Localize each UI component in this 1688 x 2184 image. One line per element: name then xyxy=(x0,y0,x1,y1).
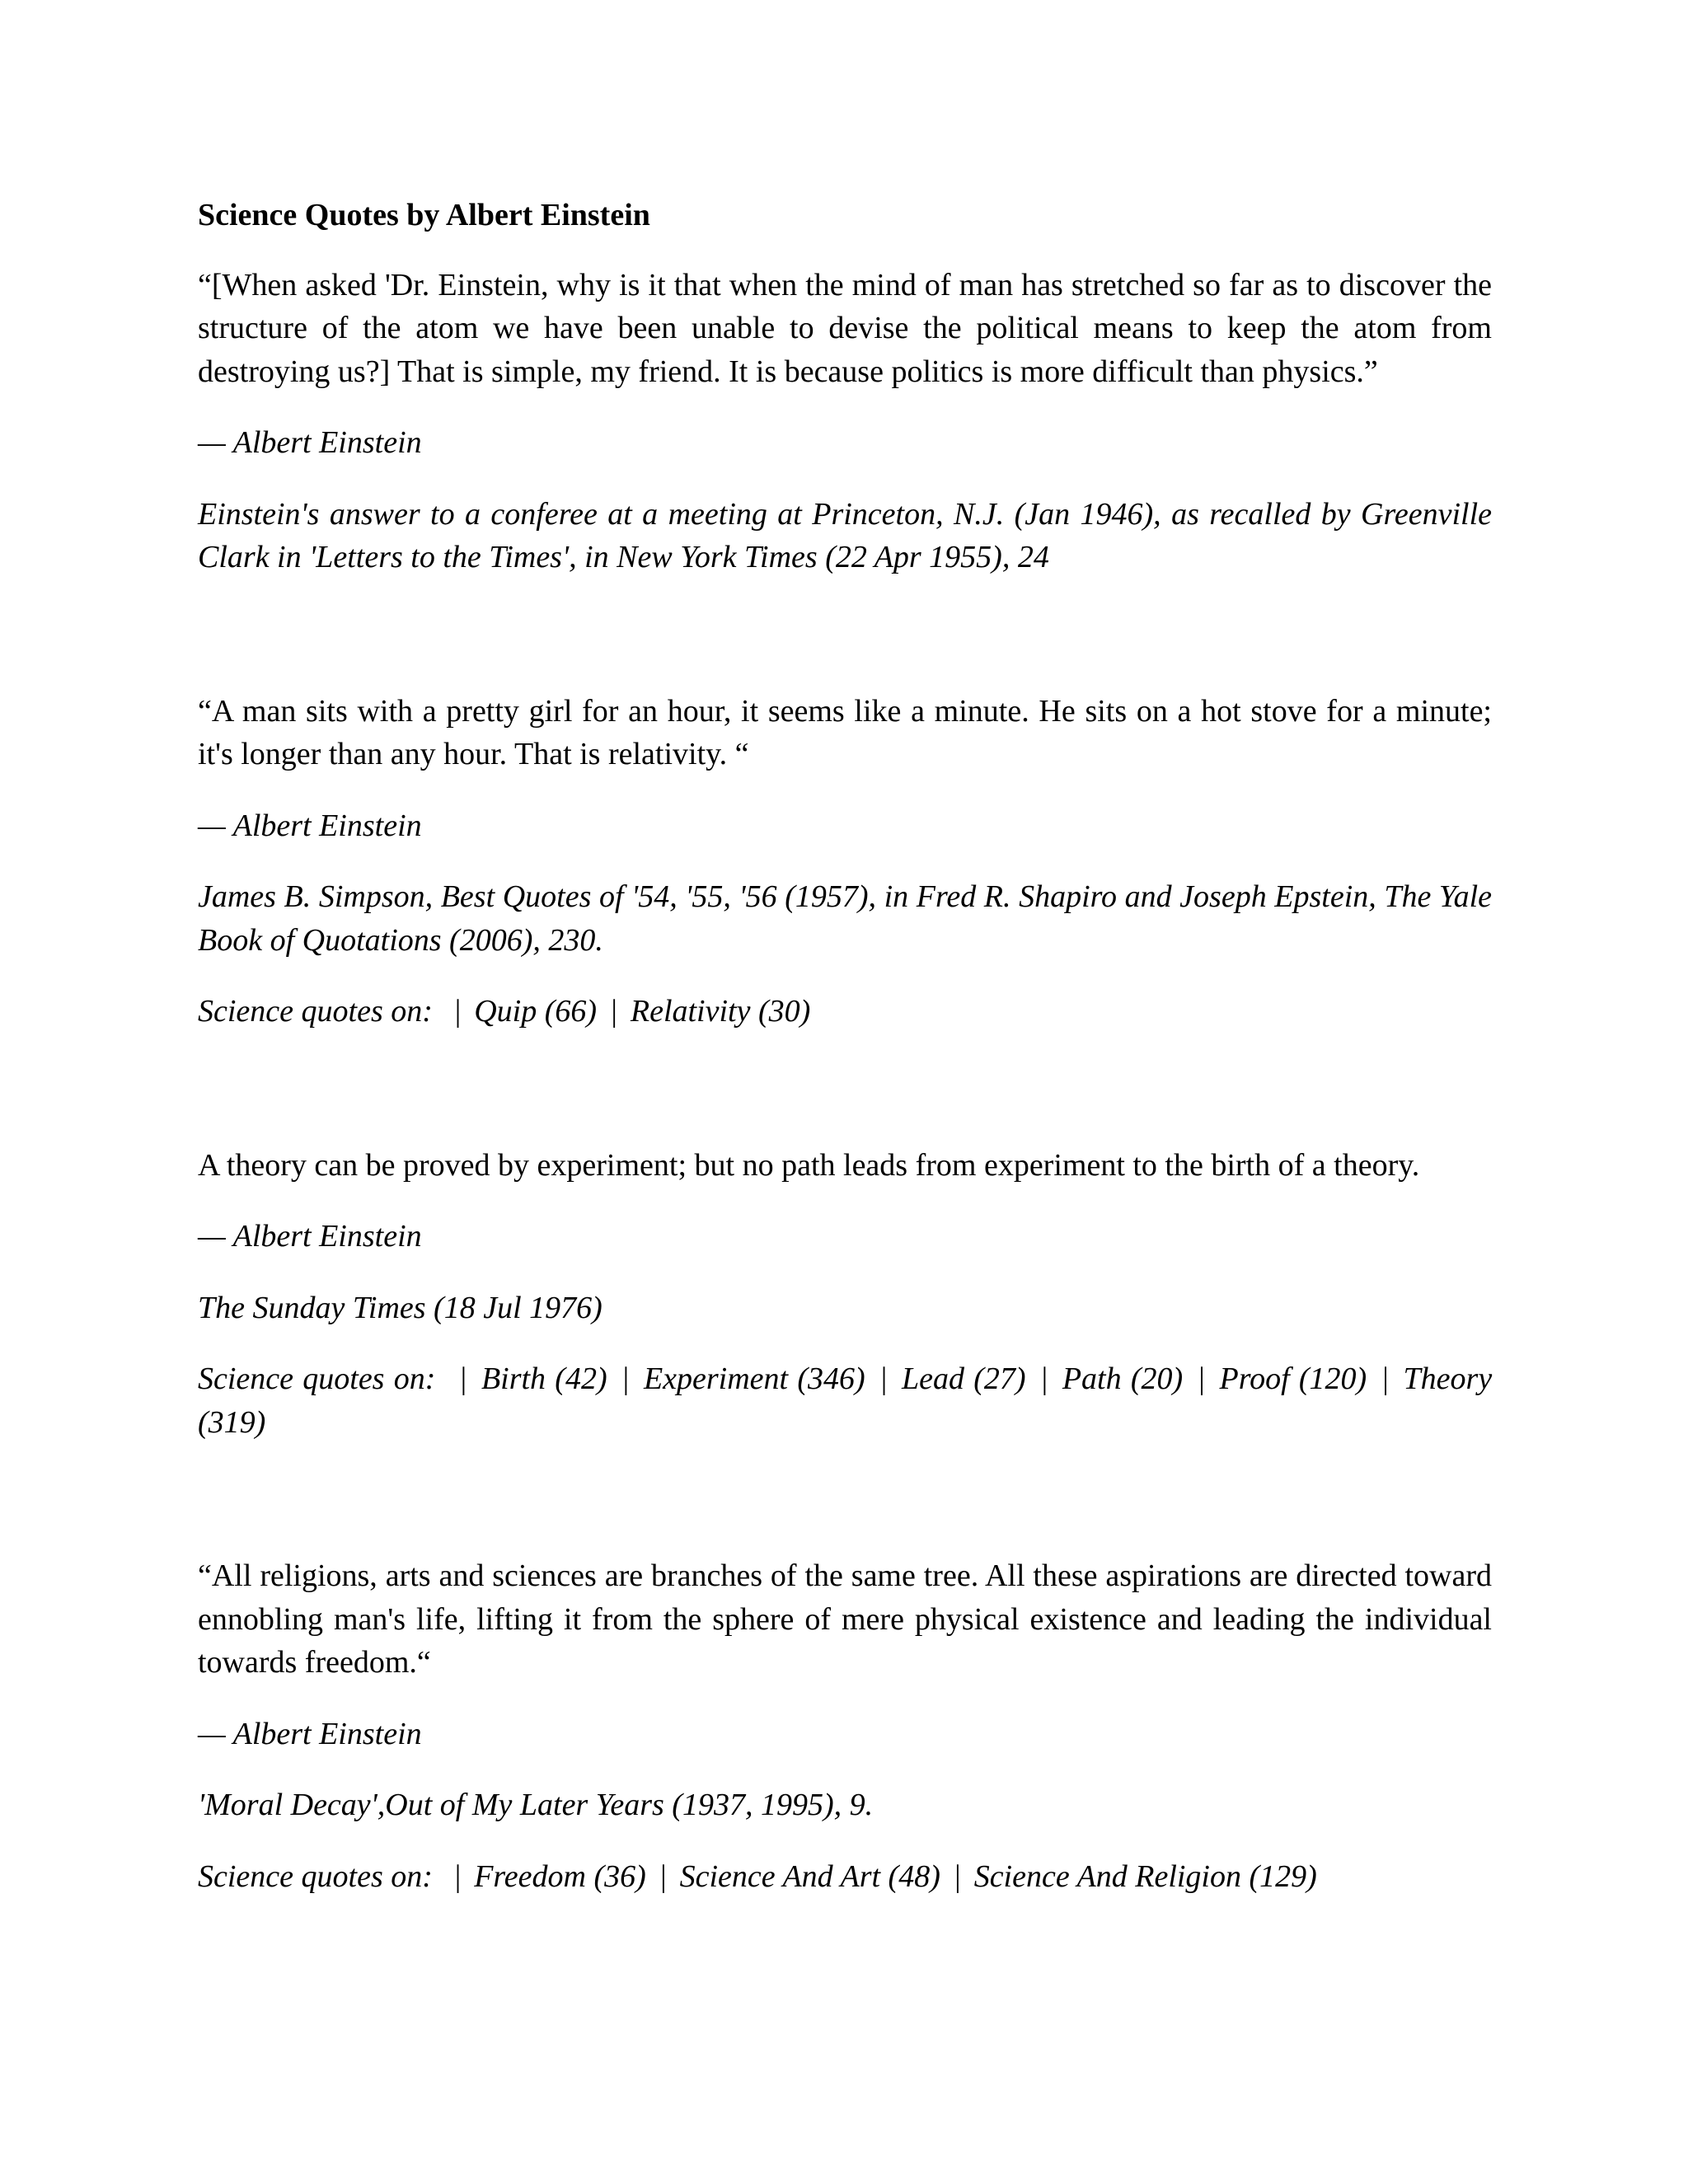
document-title: Science Quotes by Albert Einstein xyxy=(198,198,650,232)
entry-spacer xyxy=(198,1472,1492,1554)
tags-prefix: Science quotes on: xyxy=(198,994,433,1029)
quote-tags: Science quotes on: | Freedom (36) | Science And Art (48) | Science And Religion (129) xyxy=(198,1858,1317,1894)
quote-text: “[When asked 'Dr. Einstein, why is it that when the mind of man has stretched so far as to discover the structure of the atom we have been unable to devise the political means to keep the atom from destroying us?] That is simple, my friend. It is because politics is more difficult than physics.” xyxy=(198,267,1492,389)
quote-author: — Albert Einstein xyxy=(198,425,422,460)
tag-link[interactable]: Path (20) xyxy=(1062,1361,1184,1396)
quote-entry xyxy=(198,264,1492,579)
tags-prefix: Science quotes on: xyxy=(198,1361,436,1396)
quote-author: — Albert Einstein xyxy=(198,1716,422,1751)
tags-prefix: Science quotes on: xyxy=(198,1858,433,1894)
tag-link[interactable]: Birth (42) xyxy=(481,1361,607,1396)
entry-spacer xyxy=(198,1062,1492,1144)
tag-link[interactable]: Proof (120) xyxy=(1219,1361,1367,1396)
tag-link[interactable]: Science And Art (48) xyxy=(679,1858,940,1894)
quote-text: “A man sits with a pretty girl for an hour, it seems like a minute. He sits on a hot stove for a minute; it's longer than any hour. That is relativity. “ xyxy=(198,693,1492,771)
tag-link[interactable]: Relativity (30) xyxy=(630,994,811,1029)
quote-entry xyxy=(198,1554,1492,1898)
quote-source: Einstein's answer to a conferee at a meeting at Princeton, N.J. (Jan 1946), as recalled by Greenville Clark in 'Letters to the Times', in New York Times (22 Apr 1955), 24 xyxy=(198,496,1492,574)
tag-link[interactable]: Science And Religion (129) xyxy=(973,1858,1317,1894)
quote-source: The Sunday Times (18 Jul 1976) xyxy=(198,1290,603,1325)
quote-entry xyxy=(198,1144,1492,1445)
entry-spacer xyxy=(198,607,1492,690)
quote-source: James B. Simpson, Best Quotes of '54, '55, '56 (1957), in Fred R. Shapiro and Joseph Epstein, The Yale Book of Quotations (2006), 230. xyxy=(198,879,1492,958)
quote-author: — Albert Einstein xyxy=(198,808,422,843)
tag-link[interactable]: Freedom (36) xyxy=(474,1858,646,1894)
quote-tags: Science quotes on: | Quip (66) | Relativity (30) xyxy=(198,994,811,1029)
tag-link[interactable]: Quip (66) xyxy=(474,994,598,1029)
tag-link[interactable]: Lead (27) xyxy=(901,1361,1026,1396)
tag-link[interactable]: Theory (319) xyxy=(198,1361,1493,1440)
quote-text: “All religions, arts and sciences are branches of the same tree. All these aspirations are directed toward ennobling man's life, lifting it from the sphere of mere physical existence and leading the individual towards freedom.“ xyxy=(198,1558,1492,1680)
quote-tags: Science quotes on: | Birth (42) | Experiment (346) | Lead (27) | Path (20) | Proof (120) | Theory (319) xyxy=(198,1361,1493,1440)
quote-text: A theory can be proved by experiment; but no path leads from experiment to the birth of a theory. xyxy=(198,1147,1420,1183)
document-page xyxy=(198,194,1492,1926)
quote-source: 'Moral Decay',Out of My Later Years (1937, 1995), 9. xyxy=(198,1788,874,1822)
tag-link[interactable]: Experiment (346) xyxy=(643,1361,865,1396)
quote-author: — Albert Einstein xyxy=(198,1219,422,1254)
quote-entry xyxy=(198,690,1492,1033)
